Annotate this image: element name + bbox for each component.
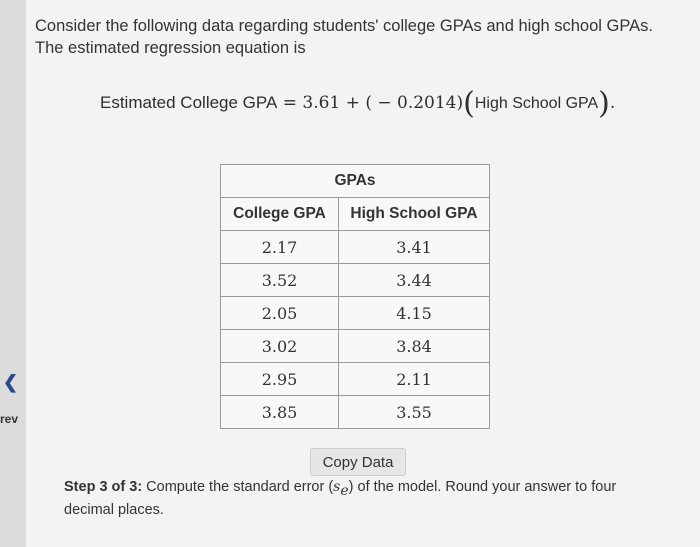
cell-college-gpa: 3.02 [221,330,339,363]
cell-high-school-gpa: 3.84 [339,330,490,363]
cell-high-school-gpa: 4.15 [339,297,490,330]
std-error-symbol: s [333,479,341,495]
step-text-before: Compute the standard error ( [142,479,334,495]
equation-intercept: 3.61 [302,93,341,113]
equation-close-paren: ) [598,86,610,121]
table-row [221,330,490,363]
table-row [221,297,490,330]
prev-label[interactable]: rev [0,412,19,426]
cell-college-gpa: 2.95 [221,363,339,396]
problem-intro [35,15,685,59]
cell-high-school-gpa: 3.41 [339,231,490,264]
equation-equals: = [277,93,303,113]
cell-college-gpa: 3.52 [221,264,339,297]
cell-college-gpa: 2.05 [221,297,339,330]
table-row [221,396,490,429]
std-error-subscript: e [340,482,349,499]
equation-lhs: Estimated College GPA [100,93,278,112]
intro-line-1: Consider the following data regarding students' college GPAs and high school GPAs. [35,17,653,35]
cell-college-gpa: 3.85 [221,396,339,429]
gpa-table [220,164,490,429]
cell-high-school-gpa: 3.44 [339,264,490,297]
equation-variable: High School GPA [474,95,599,112]
chevron-left-icon[interactable]: ❮ [3,372,19,392]
step-label: Step 3 of 3: [64,479,143,495]
equation-period: . [609,93,616,113]
equation-open-paren: ( [463,86,475,121]
table-row [221,363,490,396]
regression-equation [100,86,615,121]
table-caption: GPAs [221,165,490,198]
cell-college-gpa: 2.17 [221,231,339,264]
step-text-after: ) of the model. Round your answer to four decimal places. [64,479,617,518]
header-college-gpa: College GPA [221,198,339,231]
step-instructions [64,478,654,520]
table-row [221,231,490,264]
cell-high-school-gpa: 3.55 [339,396,490,429]
equation-plus: + [340,93,366,113]
table-row [221,264,490,297]
header-high-school-gpa: High School GPA [339,198,490,231]
cell-high-school-gpa: 2.11 [339,363,490,396]
intro-line-2: The estimated regression equation is [35,39,306,57]
equation-slope: ( − 0.2014) [365,93,464,113]
copy-data-button[interactable]: Copy Data [310,448,406,476]
